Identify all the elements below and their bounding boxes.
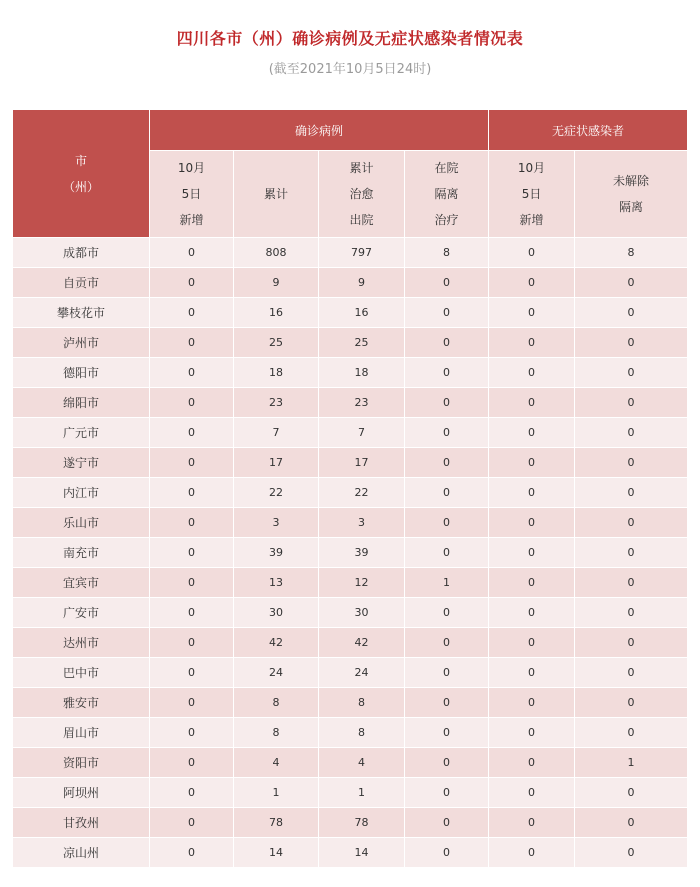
header-line: 治愈 [349, 187, 374, 201]
table-row [13, 718, 688, 748]
total-confirmed-cell: 18 [234, 358, 319, 388]
asymptomatic-group-header: 无症状感染者 [489, 110, 688, 151]
in-hospital-cell: 0 [405, 358, 489, 388]
city-cell: 凉山州 [13, 838, 150, 868]
total-confirmed-cell: 78 [234, 808, 319, 838]
asym-unreleased-cell: 0 [575, 658, 688, 688]
asym-new-cell: 0 [489, 628, 575, 658]
asym-unreleased-cell: 0 [575, 568, 688, 598]
header-line: 在院 [434, 161, 459, 175]
header-line: 新增 [519, 213, 544, 227]
new-confirmed-cell: 0 [150, 478, 234, 508]
city-cell: 成都市 [13, 238, 150, 268]
asym-new-cell: 0 [489, 808, 575, 838]
asym-new-cell: 0 [489, 238, 575, 268]
table-row [13, 808, 688, 838]
header-line: 出院 [349, 213, 374, 227]
header-line: 10月 [517, 161, 546, 175]
recovered-header [319, 151, 405, 238]
page-title: 四川各市（州）确诊病例及无症状感染者情况表 [176, 29, 524, 48]
city-cell: 德阳市 [13, 358, 150, 388]
asym-new-cell: 0 [489, 568, 575, 598]
recovered-cell: 3 [319, 508, 405, 538]
asym-unreleased-cell: 0 [575, 598, 688, 628]
total-confirmed-cell: 4 [234, 748, 319, 778]
header-line: 未解除 [613, 174, 650, 188]
in-hospital-cell: 0 [405, 418, 489, 448]
asym-unreleased-cell: 0 [575, 778, 688, 808]
recovered-cell: 25 [319, 328, 405, 358]
total-confirmed-cell: 16 [234, 298, 319, 328]
asym-new-cell: 0 [489, 448, 575, 478]
total-confirmed-cell: 13 [234, 568, 319, 598]
header-line: 10月 [177, 161, 206, 175]
new-confirmed-cell: 0 [150, 268, 234, 298]
city-cell: 乐山市 [13, 508, 150, 538]
asym-unreleased-cell: 1 [575, 748, 688, 778]
asym-unreleased-cell: 0 [575, 538, 688, 568]
table-body [13, 238, 688, 868]
asym-unreleased-cell: 0 [575, 358, 688, 388]
city-cell: 南充市 [13, 538, 150, 568]
total-confirmed-cell: 8 [234, 688, 319, 718]
in-hospital-cell: 0 [405, 478, 489, 508]
recovered-cell: 7 [319, 418, 405, 448]
header-line: 治疗 [434, 213, 459, 227]
asym-new-cell: 0 [489, 778, 575, 808]
asym-unreleased-cell: 0 [575, 508, 688, 538]
total-confirmed-cell: 1 [234, 778, 319, 808]
city-header-line: 市 [74, 153, 87, 168]
in-hospital-cell: 0 [405, 688, 489, 718]
total-confirmed-cell: 22 [234, 478, 319, 508]
in-hospital-cell: 0 [405, 298, 489, 328]
cases-table [12, 109, 688, 868]
total-confirmed-cell: 24 [234, 658, 319, 688]
asym-unreleased-cell: 0 [575, 808, 688, 838]
recovered-cell: 24 [319, 658, 405, 688]
in-hospital-cell: 8 [405, 238, 489, 268]
recovered-cell: 797 [319, 238, 405, 268]
table-row [13, 748, 688, 778]
table-row [13, 658, 688, 688]
city-cell: 资阳市 [13, 748, 150, 778]
table-row [13, 328, 688, 358]
city-cell: 内江市 [13, 478, 150, 508]
asym-unreleased-cell: 0 [575, 718, 688, 748]
in-hospital-cell: 0 [405, 628, 489, 658]
asym-new-cell: 0 [489, 268, 575, 298]
asym-new-cell: 0 [489, 688, 575, 718]
city-header-line: （州） [62, 179, 99, 194]
header-line: 5日 [181, 187, 202, 201]
header-line: 5日 [521, 187, 542, 201]
table-row [13, 568, 688, 598]
total-confirmed-cell: 3 [234, 508, 319, 538]
asym-new-cell: 0 [489, 478, 575, 508]
page-subtitle: (截至2021年10月5日24时) [268, 62, 432, 77]
new-confirmed-cell: 0 [150, 538, 234, 568]
new-confirmed-cell: 0 [150, 658, 234, 688]
new-confirmed-cell: 0 [150, 718, 234, 748]
asym-new-cell: 0 [489, 358, 575, 388]
asym-new-cell: 0 [489, 838, 575, 868]
total-confirmed-cell: 23 [234, 388, 319, 418]
city-cell: 宜宾市 [13, 568, 150, 598]
asym-unreleased-cell: 0 [575, 478, 688, 508]
new-confirmed-header [150, 151, 234, 238]
in-hospital-cell: 0 [405, 808, 489, 838]
total-confirmed-cell: 14 [234, 838, 319, 868]
new-confirmed-cell: 0 [150, 448, 234, 478]
table-row [13, 508, 688, 538]
asym-unreleased-cell: 0 [575, 268, 688, 298]
total-confirmed-cell: 9 [234, 268, 319, 298]
new-confirmed-cell: 0 [150, 778, 234, 808]
asym-unreleased-cell: 0 [575, 298, 688, 328]
total-confirmed-header: 累计 [234, 151, 319, 238]
city-cell: 攀枝花市 [13, 298, 150, 328]
in-hospital-cell: 0 [405, 328, 489, 358]
table-row [13, 688, 688, 718]
table-row [13, 298, 688, 328]
recovered-cell: 23 [319, 388, 405, 418]
header-line: 累计 [349, 161, 374, 175]
table-row [13, 598, 688, 628]
in-hospital-cell: 0 [405, 778, 489, 808]
city-cell: 雅安市 [13, 688, 150, 718]
in-hospital-cell: 0 [405, 718, 489, 748]
table-row [13, 268, 688, 298]
asym-unreleased-cell: 0 [575, 688, 688, 718]
confirmed-group-header: 确诊病例 [150, 110, 489, 151]
city-cell: 泸州市 [13, 328, 150, 358]
new-confirmed-cell: 0 [150, 388, 234, 418]
recovered-cell: 9 [319, 268, 405, 298]
city-cell: 广安市 [13, 598, 150, 628]
asym-unreleased-cell: 0 [575, 418, 688, 448]
total-confirmed-cell: 17 [234, 448, 319, 478]
asym-unreleased-header [575, 151, 688, 238]
header-line: 隔离 [434, 187, 459, 201]
recovered-cell: 78 [319, 808, 405, 838]
recovered-cell: 4 [319, 748, 405, 778]
table-row [13, 448, 688, 478]
city-cell: 巴中市 [13, 658, 150, 688]
new-confirmed-cell: 0 [150, 358, 234, 388]
new-confirmed-cell: 0 [150, 838, 234, 868]
city-cell: 绵阳市 [13, 388, 150, 418]
total-confirmed-cell: 39 [234, 538, 319, 568]
asym-unreleased-cell: 0 [575, 628, 688, 658]
table-row [13, 358, 688, 388]
asym-new-cell: 0 [489, 748, 575, 778]
table-row [13, 418, 688, 448]
new-confirmed-cell: 0 [150, 688, 234, 718]
in-hospital-cell: 0 [405, 388, 489, 418]
in-hospital-cell: 0 [405, 598, 489, 628]
city-cell: 自贡市 [13, 268, 150, 298]
in-hospital-cell: 0 [405, 448, 489, 478]
in-hospital-cell: 0 [405, 748, 489, 778]
recovered-cell: 42 [319, 628, 405, 658]
city-cell: 遂宁市 [13, 448, 150, 478]
city-cell: 达州市 [13, 628, 150, 658]
recovered-cell: 1 [319, 778, 405, 808]
recovered-cell: 17 [319, 448, 405, 478]
new-confirmed-cell: 0 [150, 238, 234, 268]
table-row [13, 478, 688, 508]
in-hospital-header [405, 151, 489, 238]
asym-unreleased-cell: 0 [575, 328, 688, 358]
recovered-cell: 22 [319, 478, 405, 508]
city-cell: 眉山市 [13, 718, 150, 748]
recovered-cell: 8 [319, 688, 405, 718]
new-confirmed-cell: 0 [150, 298, 234, 328]
city-column-header [13, 110, 150, 238]
total-confirmed-cell: 7 [234, 418, 319, 448]
recovered-cell: 16 [319, 298, 405, 328]
in-hospital-cell: 0 [405, 268, 489, 298]
total-confirmed-cell: 808 [234, 238, 319, 268]
recovered-cell: 39 [319, 538, 405, 568]
recovered-cell: 8 [319, 718, 405, 748]
asym-new-header [489, 151, 575, 238]
asym-unreleased-cell: 0 [575, 448, 688, 478]
asym-new-cell: 0 [489, 508, 575, 538]
asym-new-cell: 0 [489, 538, 575, 568]
city-cell: 广元市 [13, 418, 150, 448]
recovered-cell: 18 [319, 358, 405, 388]
new-confirmed-cell: 0 [150, 328, 234, 358]
new-confirmed-cell: 0 [150, 808, 234, 838]
header-line: 新增 [179, 213, 204, 227]
table-row [13, 628, 688, 658]
in-hospital-cell: 0 [405, 658, 489, 688]
new-confirmed-cell: 0 [150, 748, 234, 778]
total-confirmed-cell: 25 [234, 328, 319, 358]
in-hospital-cell: 1 [405, 568, 489, 598]
asym-new-cell: 0 [489, 598, 575, 628]
recovered-cell: 12 [319, 568, 405, 598]
asym-new-cell: 0 [489, 418, 575, 448]
in-hospital-cell: 0 [405, 508, 489, 538]
table-row [13, 538, 688, 568]
asym-unreleased-cell: 8 [575, 238, 688, 268]
table-row [13, 838, 688, 868]
table-header [13, 110, 688, 238]
new-confirmed-cell: 0 [150, 568, 234, 598]
new-confirmed-cell: 0 [150, 598, 234, 628]
table-row [13, 238, 688, 268]
asym-unreleased-cell: 0 [575, 838, 688, 868]
table-row [13, 778, 688, 808]
new-confirmed-cell: 0 [150, 508, 234, 538]
asym-new-cell: 0 [489, 298, 575, 328]
total-confirmed-cell: 30 [234, 598, 319, 628]
new-confirmed-cell: 0 [150, 628, 234, 658]
asym-new-cell: 0 [489, 658, 575, 688]
total-confirmed-cell: 8 [234, 718, 319, 748]
header-line: 隔离 [619, 200, 644, 214]
asym-new-cell: 0 [489, 328, 575, 358]
in-hospital-cell: 0 [405, 838, 489, 868]
table-row [13, 388, 688, 418]
total-confirmed-cell: 42 [234, 628, 319, 658]
in-hospital-cell: 0 [405, 538, 489, 568]
recovered-cell: 14 [319, 838, 405, 868]
city-cell: 阿坝州 [13, 778, 150, 808]
recovered-cell: 30 [319, 598, 405, 628]
new-confirmed-cell: 0 [150, 418, 234, 448]
asym-unreleased-cell: 0 [575, 388, 688, 418]
asym-new-cell: 0 [489, 388, 575, 418]
city-cell: 甘孜州 [13, 808, 150, 838]
asym-new-cell: 0 [489, 718, 575, 748]
